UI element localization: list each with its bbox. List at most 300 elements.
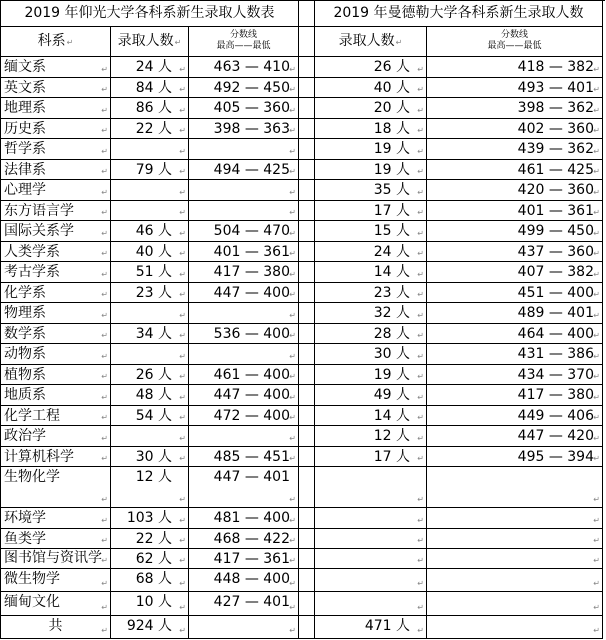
paragraph-mark-icon: ↵: [179, 626, 186, 635]
paragraph-mark-icon: ↵: [593, 602, 600, 612]
paragraph-mark-icon: ↵: [593, 392, 600, 402]
yangon-score-cell-text: 463 — 410: [213, 59, 290, 75]
paragraph-mark-icon: ↵: [179, 167, 186, 176]
mandalay-count-cell: [315, 344, 427, 365]
paragraph-mark-icon: ↵: [179, 105, 186, 115]
yangon-score-cell-text: 494 — 425: [213, 161, 290, 178]
yangon-count-cell: [111, 529, 189, 550]
dept-cell-text: 鱼类学: [4, 530, 46, 547]
yangon-count-cell-text: 10 人: [135, 594, 172, 611]
paragraph-mark-icon: ↵: [179, 146, 186, 156]
yangon-total-cell-text: 924 人: [126, 617, 172, 634]
mandalay-count-cell: [315, 262, 427, 283]
mandalay-count-cell-text: 19 人: [373, 161, 410, 178]
mandalay-score-cell: [427, 447, 603, 468]
dept-cell-text: 地质系: [4, 387, 46, 403]
dept-cell-text: 动物系: [4, 346, 46, 362]
yangon-score-cell: [189, 467, 299, 508]
paragraph-mark-icon: ↵: [179, 228, 186, 238]
paragraph-mark-icon: ↵: [395, 38, 403, 47]
yangon-count-cell: [111, 242, 189, 263]
paragraph-mark-icon: ↵: [179, 602, 186, 612]
dept-cell-text: 地理系: [4, 100, 46, 116]
yangon-count-cell: [111, 467, 189, 508]
yangon-score-cell: [189, 569, 299, 592]
header-score-line2: 最高——最低: [216, 41, 271, 51]
paragraph-mark-icon: ↵: [593, 515, 600, 525]
paragraph-mark-icon: ↵: [593, 208, 600, 217]
mandalay-total-cell-text: 471 人: [364, 617, 410, 634]
paragraph-mark-icon: ↵: [179, 454, 186, 463]
paragraph-mark-icon: ↵: [417, 495, 424, 504]
dept-cell: [1, 592, 111, 615]
mandalay-score-cell: [427, 283, 603, 304]
mandalay-score-cell: [427, 467, 603, 508]
yangon-count-cell-text: 68 人: [135, 571, 172, 587]
paragraph-mark-icon: ↵: [593, 269, 600, 279]
paragraph-mark-icon: ↵: [593, 64, 600, 74]
paragraph-mark-icon: ↵: [417, 310, 424, 320]
dept-cell: [1, 221, 111, 242]
dept-cell: [1, 324, 111, 345]
dept-cell: [1, 139, 111, 160]
yangon-count-cell-text: 103 人: [126, 510, 172, 526]
paragraph-mark-icon: ↵: [101, 351, 108, 361]
paragraph-mark-icon: ↵: [417, 126, 424, 135]
paragraph-mark-icon: ↵: [101, 331, 108, 340]
paragraph-mark-icon: ↵: [101, 228, 108, 238]
mandalay-count-cell: [315, 569, 427, 592]
mandalay-score-cell: [427, 385, 603, 406]
header-admit: [111, 27, 189, 57]
yangon-count-cell: [111, 385, 189, 406]
column-gap: [299, 242, 315, 263]
mandalay-score-cell-text: 451 — 400: [517, 284, 594, 301]
mandalay-score-cell-text: 398 — 362: [517, 100, 594, 116]
column-gap: [299, 406, 315, 427]
yangon-score-cell-text: 536 — 400: [213, 325, 290, 342]
yangon-score-cell: [189, 119, 299, 140]
paragraph-mark-icon: ↵: [179, 64, 186, 74]
paragraph-mark-icon: ↵: [289, 626, 296, 635]
header-admit-2: [315, 27, 427, 57]
dept-cell-text: 缅文系: [4, 59, 46, 75]
column-gap: [299, 221, 315, 242]
paragraph-mark-icon: ↵: [593, 372, 600, 381]
paragraph-mark-icon: ↵: [101, 290, 108, 299]
paragraph-mark-icon: ↵: [593, 331, 600, 340]
mandalay-count-cell: [315, 139, 427, 160]
mandalay-count-cell-text: 19 人: [373, 141, 410, 157]
mandalay-score-cell: [427, 201, 603, 222]
yangon-count-cell: [111, 592, 189, 615]
paragraph-mark-icon: ↵: [289, 126, 296, 135]
paragraph-mark-icon: ↵: [593, 454, 600, 463]
column-gap: [299, 262, 315, 283]
paragraph-mark-icon: ↵: [417, 602, 424, 612]
paragraph-mark-icon: ↵: [289, 372, 296, 381]
paragraph-mark-icon: ↵: [289, 85, 296, 94]
mandalay-count-cell-text: 14 人: [373, 407, 410, 424]
dept-cell-text: 法律系: [4, 161, 46, 178]
header-score-2-line1: 分数线: [500, 30, 528, 40]
paragraph-mark-icon: ↵: [66, 38, 74, 47]
yangon-score-cell: [189, 139, 299, 160]
paragraph-mark-icon: ↵: [593, 228, 600, 238]
paragraph-mark-icon: ↵: [101, 146, 108, 156]
mandalay-count-cell: [315, 221, 427, 242]
paragraph-mark-icon: ↵: [289, 602, 296, 612]
mandalay-score-cell: [427, 78, 603, 99]
yangon-count-cell: [111, 426, 189, 447]
mandalay-score-cell: [427, 221, 603, 242]
column-gap: [299, 1, 315, 27]
yangon-count-cell-text: 26 人: [135, 366, 172, 383]
paragraph-mark-icon: ↵: [101, 372, 108, 381]
paragraph-mark-icon: ↵: [417, 269, 424, 279]
yangon-count-cell-text: 86 人: [135, 100, 172, 116]
yangon-score-cell-text: 472 — 400: [213, 407, 290, 424]
dept-cell-text: 考古学系: [4, 264, 60, 280]
paragraph-mark-icon: ↵: [593, 167, 600, 176]
yangon-score-cell: [189, 98, 299, 119]
dept-cell: [1, 180, 111, 201]
yangon-score-cell: [189, 180, 299, 201]
paragraph-mark-icon: ↵: [101, 556, 108, 565]
total-label-cell-text: 共: [48, 617, 63, 634]
mandalay-count-cell-text: 12 人: [373, 428, 410, 444]
column-gap: [299, 569, 315, 592]
paragraph-mark-icon: ↵: [289, 187, 296, 197]
column-gap: [299, 119, 315, 140]
yangon-count-cell-text: 30 人: [135, 448, 172, 465]
dept-cell-text: 历史系: [4, 120, 46, 137]
yangon-score-cell-text: 485 — 451: [213, 448, 290, 465]
mandalay-count-cell: [315, 447, 427, 468]
paragraph-mark-icon: ↵: [417, 433, 424, 443]
paragraph-mark-icon: ↵: [179, 269, 186, 279]
dept-cell-text: 政治学: [4, 428, 46, 444]
yangon-count-cell-text: 54 人: [135, 407, 172, 424]
dept-cell: [1, 262, 111, 283]
paragraph-mark-icon: ↵: [179, 495, 186, 504]
mandalay-score-cell: [427, 139, 603, 160]
yangon-count-cell-text: 34 人: [135, 325, 172, 342]
mandalay-count-cell-text: 17 人: [373, 202, 410, 219]
mandalay-score-cell-text: 401 — 361: [517, 202, 594, 219]
yangon-score-cell: [189, 385, 299, 406]
yangon-count-cell-text: 51 人: [135, 264, 172, 280]
paragraph-mark-icon: ↵: [101, 413, 108, 422]
paragraph-mark-icon: ↵: [417, 167, 424, 176]
dept-cell: [1, 303, 111, 324]
paragraph-mark-icon: ↵: [179, 290, 186, 299]
paragraph-mark-icon: ↵: [417, 187, 424, 197]
yangon-score-cell: [189, 508, 299, 529]
yangon-score-cell-text: 504 — 470: [213, 223, 290, 239]
column-gap: [299, 78, 315, 99]
yangon-score-cell: [189, 324, 299, 345]
paragraph-mark-icon: ↵: [593, 413, 600, 422]
paragraph-mark-icon: ↵: [289, 167, 296, 176]
yangon-count-cell-text: 12 人: [135, 469, 172, 485]
paragraph-mark-icon: ↵: [417, 454, 424, 463]
mandalay-count-cell: [315, 78, 427, 99]
mandalay-score-cell: [427, 569, 603, 592]
header-score-2-line2: 最高——最低: [487, 41, 542, 51]
paragraph-mark-icon: ↵: [417, 208, 424, 217]
dept-cell: [1, 406, 111, 427]
right-table-title: 2019 年曼德勒大学各科系新生录取人数: [315, 1, 603, 27]
column-gap: [299, 98, 315, 119]
paragraph-mark-icon: ↵: [179, 208, 186, 217]
paragraph-mark-icon: ↵: [417, 146, 424, 156]
dept-cell: [1, 447, 111, 468]
mandalay-count-cell: [315, 303, 427, 324]
column-gap: [299, 303, 315, 324]
yangon-score-cell-text: 401 — 361: [213, 243, 290, 260]
paragraph-mark-icon: ↵: [289, 64, 296, 74]
paragraph-mark-icon: ↵: [289, 208, 296, 217]
dept-cell-text: 生物化学: [4, 469, 60, 485]
column-gap: [299, 324, 315, 345]
mandalay-score-cell-text: 434 — 370: [517, 366, 594, 383]
mandalay-count-cell: [315, 57, 427, 78]
yangon-count-cell: [111, 262, 189, 283]
column-gap: [299, 447, 315, 468]
mandalay-count-cell-text: 30 人: [373, 346, 410, 362]
yangon-count-cell-text: 62 人: [135, 551, 172, 567]
paragraph-mark-icon: ↵: [593, 351, 600, 361]
dept-cell-text: 化学工程: [4, 407, 60, 424]
paragraph-mark-icon: ↵: [179, 515, 186, 525]
column-gap: [299, 160, 315, 181]
column-gap: [299, 344, 315, 365]
header-dept: [1, 27, 111, 57]
paragraph-mark-icon: ↵: [289, 579, 296, 589]
paragraph-mark-icon: ↵: [417, 85, 424, 94]
yangon-count-cell: [111, 119, 189, 140]
paragraph-mark-icon: ↵: [101, 269, 108, 279]
paragraph-mark-icon: ↵: [101, 105, 108, 115]
column-gap: [299, 57, 315, 78]
dept-cell-text: 环境学: [4, 510, 46, 526]
dept-cell: [1, 160, 111, 181]
mandalay-count-cell-text: 23 人: [373, 284, 410, 301]
paragraph-mark-icon: ↵: [179, 310, 186, 320]
yangon-total-score-cell: [189, 616, 299, 639]
yangon-score-cell: [189, 592, 299, 615]
mandalay-score-cell: [427, 303, 603, 324]
mandalay-score-cell: [427, 344, 603, 365]
paragraph-mark-icon: ↵: [417, 556, 424, 565]
column-gap: [299, 180, 315, 201]
paragraph-mark-icon: ↵: [289, 495, 296, 504]
column-gap: [299, 139, 315, 160]
mandalay-score-cell-text: 431 — 386: [517, 346, 594, 362]
yangon-count-cell: [111, 303, 189, 324]
yangon-count-cell: [111, 139, 189, 160]
dept-cell-text: 图书馆与资讯学: [4, 550, 102, 566]
dept-cell-text: 植物系: [4, 366, 46, 383]
paragraph-mark-icon: ↵: [593, 556, 600, 565]
mandalay-count-cell-text: 20 人: [373, 100, 410, 116]
mandalay-score-cell: [427, 549, 603, 569]
paragraph-mark-icon: ↵: [289, 351, 296, 361]
mandalay-score-cell: [427, 324, 603, 345]
column-gap: [299, 283, 315, 304]
mandalay-count-cell: [315, 365, 427, 386]
mandalay-count-cell-text: 18 人: [373, 120, 410, 137]
paragraph-mark-icon: ↵: [289, 433, 296, 443]
paragraph-mark-icon: ↵: [289, 331, 296, 340]
paragraph-mark-icon: ↵: [101, 579, 108, 589]
paragraph-mark-icon: ↵: [417, 64, 424, 74]
paragraph-mark-icon: ↵: [593, 85, 600, 94]
dept-cell-text: 东方语言学: [4, 202, 74, 219]
paragraph-mark-icon: ↵: [593, 536, 600, 545]
mandalay-score-cell: [427, 98, 603, 119]
paragraph-mark-icon: ↵: [417, 372, 424, 381]
mandalay-count-cell-text: 32 人: [373, 305, 410, 321]
yangon-score-cell-text: 492 — 450: [213, 79, 290, 96]
mandalay-score-cell: [427, 406, 603, 427]
left-table-title: 2019 年仰光大学各科系新生录取人数表: [1, 1, 299, 27]
mandalay-count-cell: [315, 201, 427, 222]
mandalay-score-cell: [427, 160, 603, 181]
yangon-count-cell-text: 22 人: [135, 120, 172, 137]
dept-cell: [1, 385, 111, 406]
dept-cell-text: 计算机科学: [4, 448, 74, 465]
dept-cell: [1, 549, 111, 569]
paragraph-mark-icon: ↵: [101, 167, 108, 176]
yangon-score-cell: [189, 529, 299, 550]
yangon-count-cell: [111, 160, 189, 181]
yangon-score-cell-text: 398 — 363: [213, 120, 290, 137]
mandalay-count-cell-text: 35 人: [373, 182, 410, 198]
yangon-score-cell-text: 448 — 400: [213, 571, 290, 587]
paragraph-mark-icon: ↵: [101, 126, 108, 135]
paragraph-mark-icon: ↵: [289, 105, 296, 115]
yangon-score-cell-text: 447 — 400: [213, 387, 290, 403]
yangon-score-cell: [189, 426, 299, 447]
yangon-score-cell: [189, 262, 299, 283]
paragraph-mark-icon: ↵: [417, 228, 424, 238]
mandalay-score-cell-text: 439 — 362: [517, 141, 594, 157]
mandalay-score-cell-text: 495 — 394: [517, 448, 594, 465]
header-admit-label: 录取人数: [117, 33, 174, 49]
mandalay-count-cell: [315, 160, 427, 181]
mandalay-score-cell: [427, 426, 603, 447]
paragraph-mark-icon: ↵: [417, 515, 424, 525]
column-gap: [299, 201, 315, 222]
column-gap: [299, 616, 315, 639]
paragraph-mark-icon: ↵: [179, 249, 186, 258]
mandalay-score-cell: [427, 592, 603, 615]
column-gap: [299, 27, 315, 57]
paragraph-mark-icon: ↵: [593, 126, 600, 135]
dept-cell: [1, 529, 111, 550]
mandalay-score-cell: [427, 180, 603, 201]
paragraph-mark-icon: ↵: [593, 495, 600, 504]
header-dept-label: 科系: [37, 33, 66, 49]
yangon-count-cell: [111, 447, 189, 468]
yangon-count-cell: [111, 221, 189, 242]
dept-cell: [1, 78, 111, 99]
mandalay-score-cell-text: 437 — 360: [517, 243, 594, 260]
mandalay-count-cell-text: 24 人: [373, 243, 410, 260]
mandalay-count-cell: [315, 508, 427, 529]
mandalay-count-cell: [315, 529, 427, 550]
mandalay-count-cell-text: 19 人: [373, 366, 410, 383]
mandalay-score-cell-text: 407 — 382: [517, 264, 594, 280]
total-label-cell: [1, 616, 111, 639]
paragraph-mark-icon: ↵: [289, 515, 296, 525]
paragraph-mark-icon: ↵: [179, 536, 186, 545]
yangon-count-cell-text: 48 人: [135, 387, 172, 403]
yangon-count-cell: [111, 78, 189, 99]
paragraph-mark-icon: ↵: [593, 146, 600, 156]
mandalay-score-cell: [427, 119, 603, 140]
mandalay-count-cell: [315, 385, 427, 406]
mandalay-count-cell: [315, 180, 427, 201]
dept-cell: [1, 119, 111, 140]
dept-cell: [1, 283, 111, 304]
mandalay-score-cell-text: 402 — 360: [517, 120, 594, 137]
yangon-score-cell: [189, 283, 299, 304]
paragraph-mark-icon: ↵: [593, 433, 600, 443]
yangon-score-cell-text: 468 — 422: [213, 530, 290, 547]
dept-cell-text: 数学系: [4, 325, 46, 342]
paragraph-mark-icon: ↵: [593, 310, 600, 320]
paragraph-mark-icon: ↵: [101, 433, 108, 443]
column-gap: [299, 426, 315, 447]
dept-cell: [1, 57, 111, 78]
yangon-score-cell-text: 481 — 400: [213, 510, 290, 526]
mandalay-score-cell-text: 447 — 420: [517, 428, 594, 444]
paragraph-mark-icon: ↵: [593, 187, 600, 197]
yangon-count-cell: [111, 508, 189, 529]
mandalay-score-cell-text: 464 — 400: [517, 325, 594, 342]
yangon-count-cell-text: 46 人: [135, 223, 172, 239]
yangon-count-cell-text: 40 人: [135, 243, 172, 260]
dept-cell-text: 国际关系学: [4, 223, 74, 239]
paragraph-mark-icon: ↵: [101, 495, 108, 504]
paragraph-mark-icon: ↵: [179, 413, 186, 422]
paragraph-mark-icon: ↵: [101, 626, 108, 635]
paragraph-mark-icon: ↵: [174, 38, 182, 47]
yangon-count-cell: [111, 283, 189, 304]
mandalay-count-cell-text: 28 人: [373, 325, 410, 342]
dept-cell-text: 英文系: [4, 79, 46, 96]
paragraph-mark-icon: ↵: [593, 626, 600, 635]
paragraph-mark-icon: ↵: [289, 454, 296, 463]
dept-cell: [1, 426, 111, 447]
mandalay-count-cell-text: 26 人: [373, 59, 410, 75]
yangon-score-cell-text: 405 — 360: [213, 100, 290, 116]
paragraph-mark-icon: ↵: [289, 228, 296, 238]
yangon-count-cell-text: 84 人: [135, 79, 172, 96]
yangon-score-cell: [189, 365, 299, 386]
paragraph-mark-icon: ↵: [593, 579, 600, 589]
dept-cell: [1, 569, 111, 592]
yangon-count-cell-text: 23 人: [135, 284, 172, 301]
yangon-total-cell: [111, 616, 189, 639]
dept-cell-text: 心理学: [4, 182, 46, 198]
paragraph-mark-icon: ↵: [417, 536, 424, 545]
dept-cell: [1, 467, 111, 508]
mandalay-score-cell: [427, 508, 603, 529]
